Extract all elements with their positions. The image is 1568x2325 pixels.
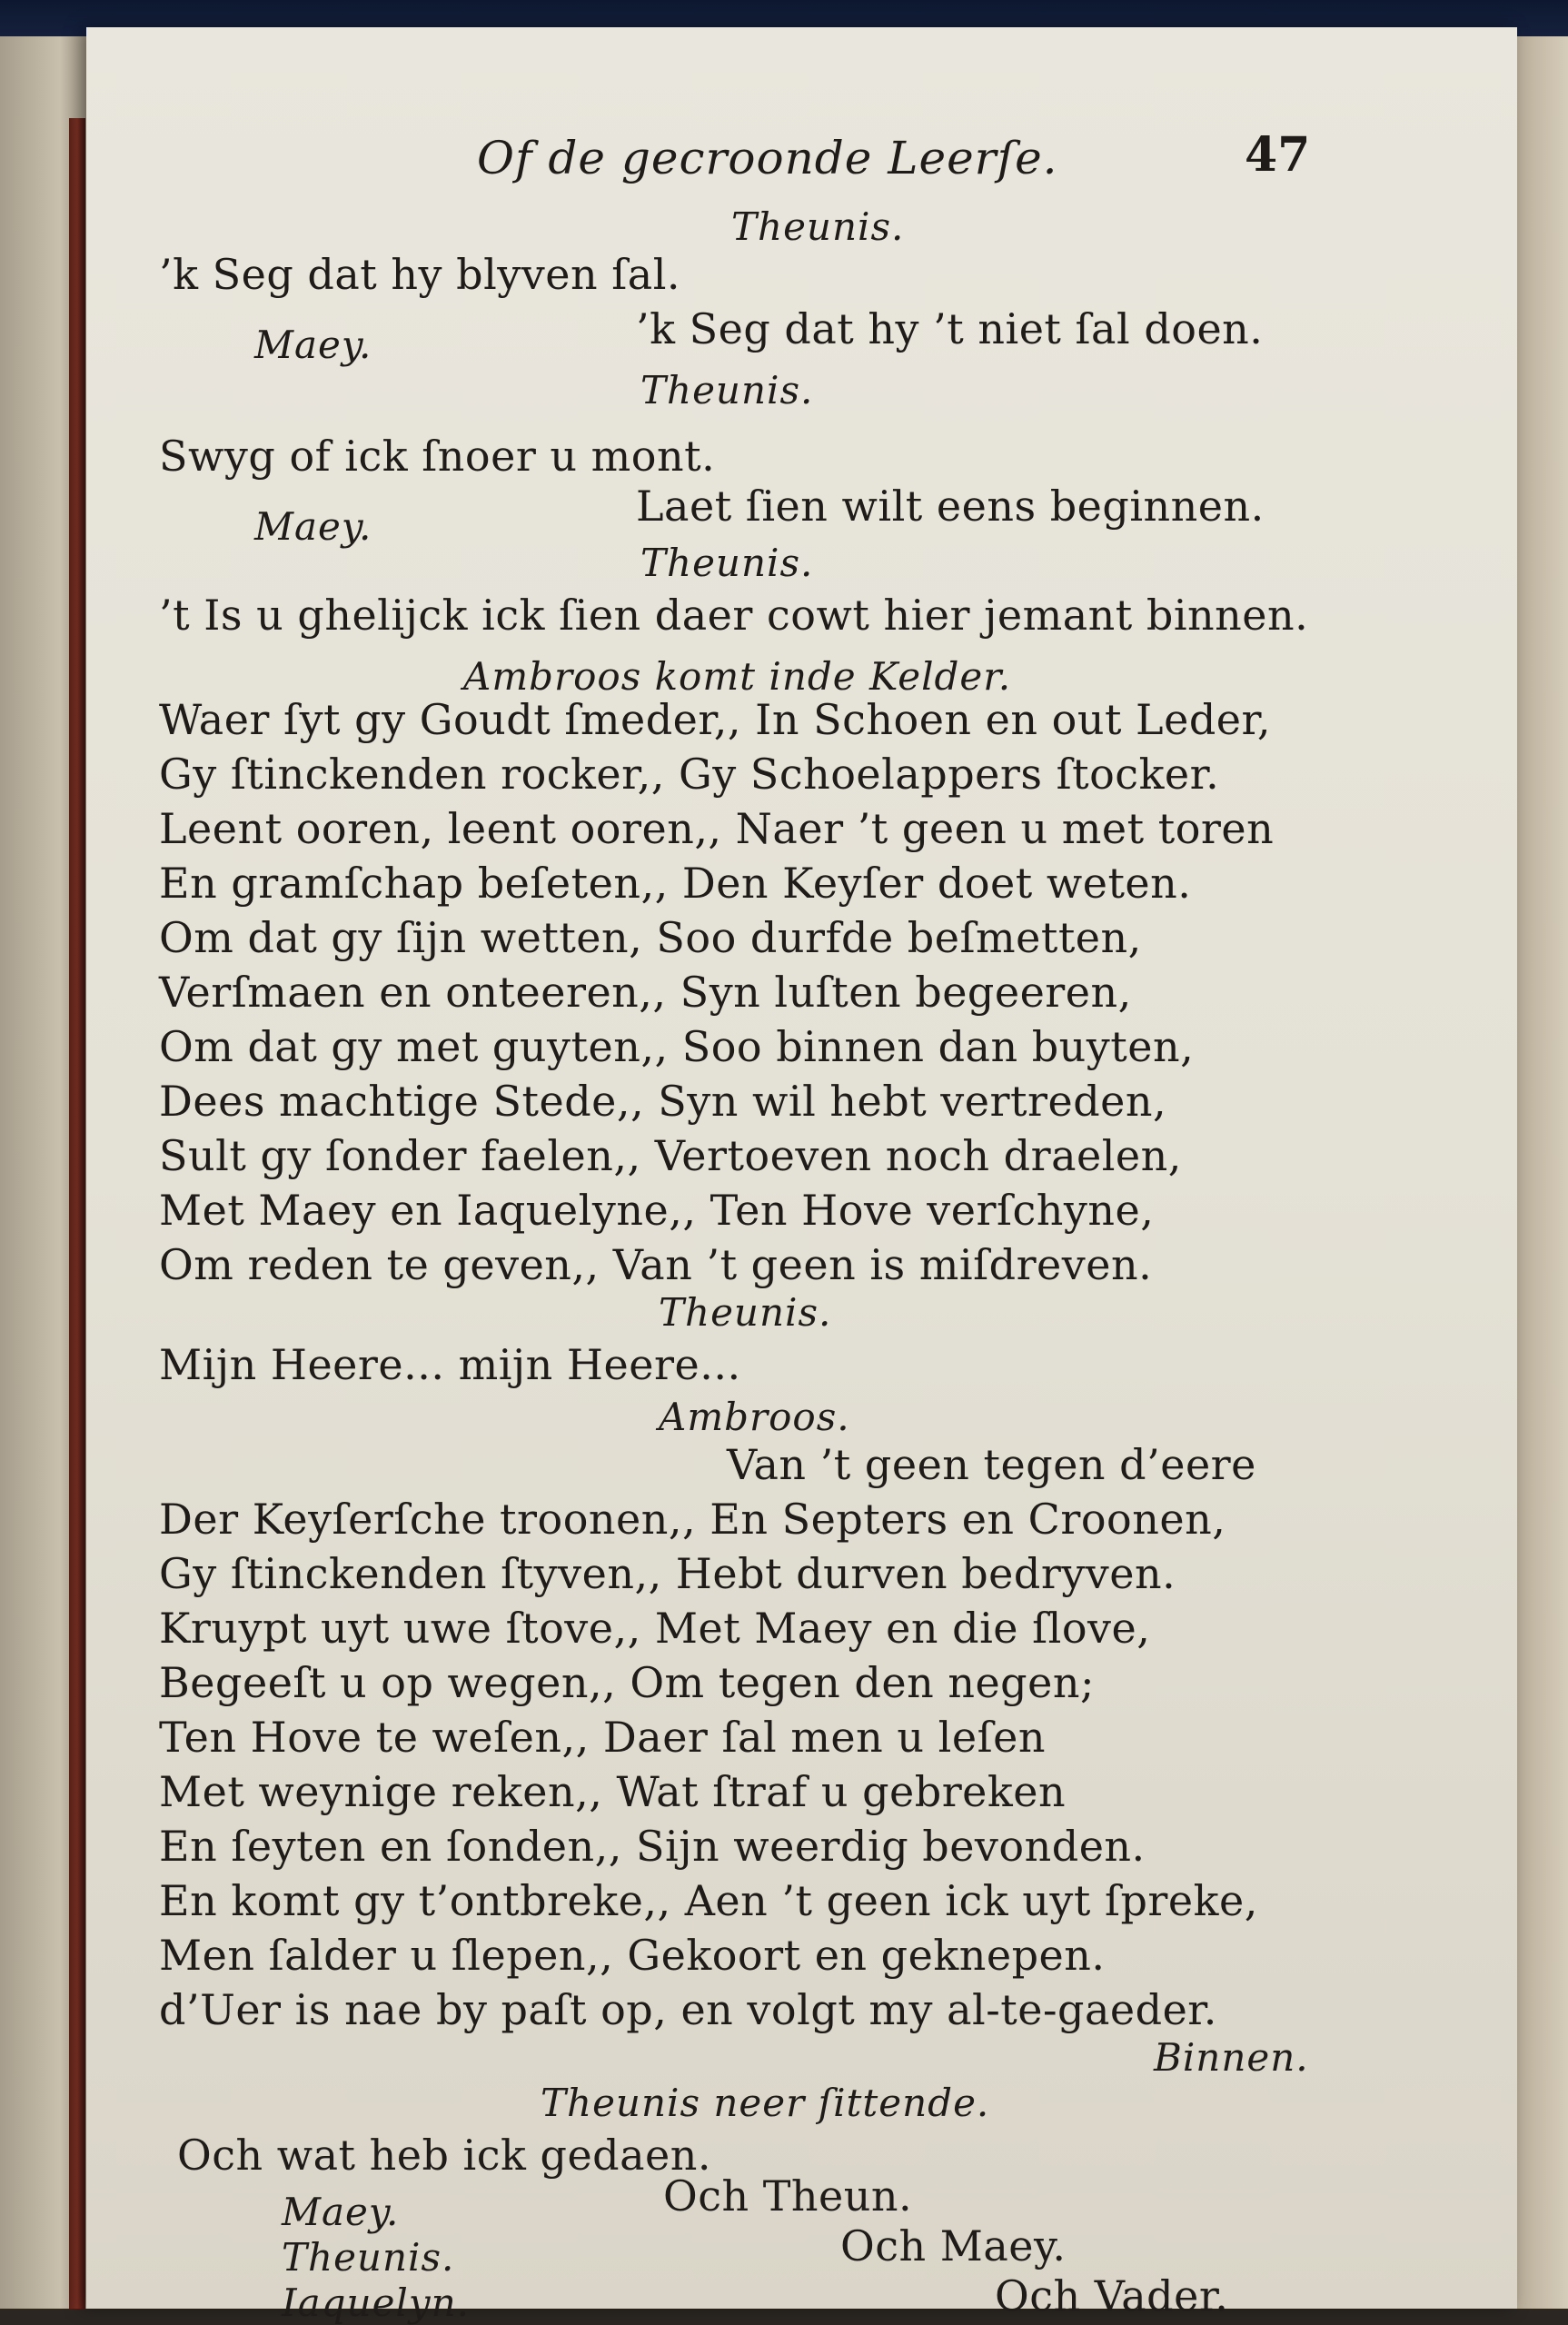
speaker-label: Theunis. (640, 368, 814, 412)
verse-line: Der Keyſerſche troonen,, En Septers en Croonen, (159, 1495, 1226, 1544)
verse-line: ’k Seg dat hy blyven ſal. (159, 250, 681, 299)
speaker-label: Maey. (254, 504, 372, 549)
book-binding (69, 118, 85, 2309)
verse-line: Met Maey en Iaquelyne,, Ten Hove verſchyne, (159, 1186, 1155, 1235)
speaker-label: Ambroos. (659, 1395, 850, 1439)
book-page (86, 27, 1517, 2325)
verse-line: Sult gy ſonder faelen,, Vertoeven noch draelen, (159, 1131, 1182, 1180)
speaker-label: Iaquelyn. (282, 2280, 470, 2325)
speaker-label: Binnen. (1154, 2035, 1309, 2080)
speaker-label: Ambroos komt inde Kelder. (463, 654, 1012, 699)
verse-line: Ten Hove te weſen,, Daer ſal men u leſen (159, 1713, 1046, 1762)
verse-line: ’k Seg dat hy ’t niet ſal doen. (636, 304, 1264, 353)
verse-line: d’Uer is nae by paſt op, en volgt my al-te-gaeder. (159, 1985, 1217, 2034)
verse-line: En gramſchap beſeten,, Den Keyſer doet weten. (159, 859, 1192, 908)
verse-line: ’t Is u ghelijck ick ſien daer cowt hier jemant binnen. (159, 591, 1309, 640)
verse-line: Mijn Heere... mijn Heere... (159, 1340, 741, 1389)
speaker-label: Maey. (254, 323, 372, 367)
verse-line: Kruypt uyt uwe ſtove,, Met Maey en die ſlove, (159, 1604, 1151, 1653)
verse-line: Och Vader. (995, 2271, 1229, 2320)
verse-line: Om dat gy met guyten,, Soo binnen dan buyten, (159, 1022, 1195, 1071)
verse-line: Swyg of ick ſnoer u mont. (159, 432, 716, 481)
verse-line: Waer ſyt gy Goudt ſmeder,, In Schoen en out Leder, (159, 695, 1272, 744)
verse-line: En ſeyten en ſonden,, Sijn weerdig bevonden. (159, 1822, 1146, 1871)
verse-line: Van ’t geen tegen d’eere (727, 1440, 1256, 1489)
verse-line: Gy ſtinckenden rocker,, Gy Schoelappers ſtocker. (159, 750, 1220, 799)
verse-line: Om reden te geven,, Van ’t geen is miſdreven. (159, 1240, 1153, 1289)
verse-line: Men ſalder u ſlepen,, Gekoort en geknepen. (159, 1931, 1106, 1980)
verse-line: Begeeſt u op wegen,, Om tegen den negen; (159, 1658, 1095, 1707)
speaker-label: Theunis neer ſittende. (541, 2081, 990, 2125)
speaker-label: Theunis. (731, 204, 905, 249)
verse-line: Och Maey. (840, 2221, 1067, 2270)
speaker-label: Theunis. (282, 2235, 455, 2280)
verse-line: Dees machtige Stede,, Syn wil hebt vertreden, (159, 1077, 1167, 1126)
page-header (86, 114, 1517, 195)
verse-line: Om dat gy ſijn wetten, Soo durfde beſmetten, (159, 913, 1142, 962)
verse-line: Verſmaen en onteeren,, Syn luſten begeeren, (159, 968, 1132, 1017)
running-head: Of de gecroonde Leerſe. (477, 132, 1058, 184)
speaker-label: Theunis. (659, 1290, 832, 1335)
verse-line: En komt gy t’ontbreke,, Aen ’t geen ick uyt ſpreke, (159, 1876, 1258, 1925)
page-number: 47 (1245, 127, 1311, 183)
verse-line: Laet ſien wilt eens beginnen. (636, 482, 1265, 531)
verse-line: Met weynige reken,, Wat ſtraf u gebreken (159, 1767, 1067, 1816)
speaker-label: Maey. (282, 2190, 400, 2234)
verse-line: Leent ooren, leent ooren,, Naer ’t geen u met toren (159, 804, 1275, 853)
speaker-label: Theunis. (640, 541, 814, 585)
verse-line: Gy ſtinckenden ſtyven,, Hebt durven bedryven. (159, 1549, 1176, 1598)
verse-line: Och wat heb ick gedaen. (177, 2131, 712, 2180)
verse-line: Och Theun. (663, 2171, 913, 2221)
